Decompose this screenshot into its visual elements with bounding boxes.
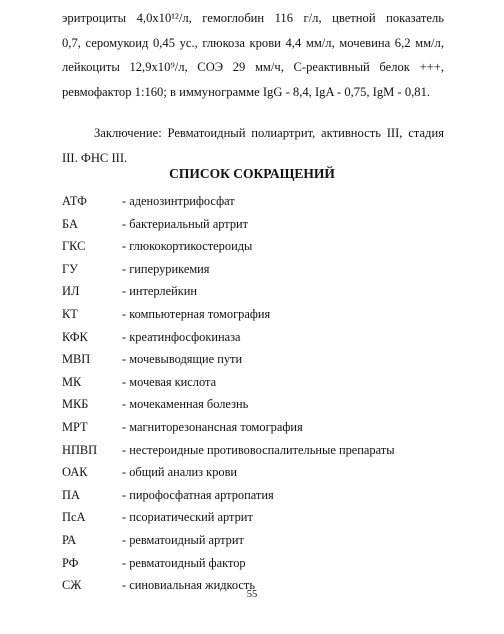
abbreviation-code: НПВП <box>62 442 98 457</box>
abbreviation-row <box>62 348 462 371</box>
abbreviation-meaning: - общий анализ крови <box>122 465 238 480</box>
abbreviation-row <box>62 484 462 507</box>
lab-results-line: эритроциты 4,0х10¹²/л, гемоглобин 116 г/л, цветной показатель <box>62 11 444 25</box>
abbreviation-code: МВП <box>62 352 91 367</box>
lab-results-line: лейкоциты 12,9х10⁹/л, СОЭ 29 мм/ч, С-реактивный белок +++, <box>62 60 444 74</box>
abbreviation-code: ПА <box>62 487 80 502</box>
abbreviation-code: ОАК <box>62 465 88 480</box>
abbreviation-meaning: - магниторезонансная томография <box>122 419 303 434</box>
abbreviation-meaning: - гиперурикемия <box>122 261 210 276</box>
abbreviations-list <box>62 190 462 597</box>
abbreviation-code: ПсА <box>62 510 86 525</box>
abbreviation-code: БА <box>62 216 78 231</box>
abbreviation-code: ГКС <box>62 239 86 254</box>
abbreviation-meaning: - мочевая кислота <box>122 374 217 389</box>
abbreviation-code: АТФ <box>62 194 87 208</box>
abbreviation-row <box>62 416 462 439</box>
abbreviation-meaning: - глюкокортикостероиды <box>122 239 253 254</box>
abbreviation-row <box>62 506 462 529</box>
abbreviation-meaning: - аденозинтрифосфат <box>122 194 235 208</box>
abbreviation-code: КФК <box>62 329 88 344</box>
conclusion-line: III. ФНС III. <box>62 150 128 165</box>
abbreviation-meaning: - нестероидные противовоспалительные препараты <box>122 442 395 457</box>
page-number: 55 <box>246 589 258 600</box>
abbreviation-row <box>62 303 462 326</box>
conclusion-paragraph <box>62 121 444 170</box>
abbreviation-code: ИЛ <box>62 284 80 299</box>
abbreviation-meaning: - креатинфосфокиназа <box>122 329 241 344</box>
abbreviation-code: КТ <box>62 306 78 321</box>
abbreviation-meaning: - синовиальная жидкость <box>122 578 255 593</box>
abbreviation-row <box>62 393 462 416</box>
abbreviation-code: ГУ <box>62 261 78 276</box>
abbreviation-row <box>62 235 462 258</box>
abbreviation-row <box>62 552 462 575</box>
conclusion-line: Заключение: Ревматоидный полиартрит, активность III, стадия <box>94 126 444 140</box>
abbreviation-code: СЖ <box>62 578 82 593</box>
abbreviation-row <box>62 258 462 281</box>
abbreviation-code: МКБ <box>62 397 89 412</box>
abbreviation-code: РФ <box>62 555 79 570</box>
abbreviation-meaning: - ревматоидный артрит <box>122 532 244 547</box>
abbreviation-row <box>62 371 462 394</box>
abbreviation-meaning: - мочекаменная болезнь <box>122 397 249 412</box>
abbreviation-row <box>62 280 462 303</box>
abbreviation-code: РА <box>62 532 77 547</box>
lab-results-line: 0,7, серомукоид 0,45 ус., глюкоза крови 4,4 мм/л, мочевина 6,2 мм/л, <box>62 35 444 50</box>
abbreviation-row <box>62 461 462 484</box>
abbreviation-code: МК <box>62 374 82 389</box>
abbreviation-row <box>62 529 462 552</box>
abbreviation-code: МРТ <box>62 419 88 434</box>
abbreviation-meaning: - компьютерная томография <box>122 306 271 321</box>
lab-results-line: ревмофактор 1:160; в иммунограмме IgG - 8,4, IgA - 0,75, IgM - 0,81. <box>62 84 431 99</box>
abbreviation-row <box>62 326 462 349</box>
abbreviation-meaning: - интерлейкин <box>122 284 198 299</box>
abbreviation-row <box>62 439 462 462</box>
abbreviations-heading: СПИСОК СОКРАЩЕНИЙ <box>169 166 335 181</box>
abbreviation-row <box>62 213 462 236</box>
lab-results-paragraph <box>62 6 444 104</box>
abbreviation-meaning: - пирофосфатная артропатия <box>122 487 274 502</box>
abbreviation-meaning: - бактериальный артрит <box>122 216 249 231</box>
abbreviation-meaning: - псориатический артрит <box>122 510 253 525</box>
abbreviation-row <box>62 190 462 213</box>
abbreviation-meaning: - ревматоидный фактор <box>122 555 246 570</box>
abbreviation-meaning: - мочевыводящие пути <box>122 352 243 367</box>
